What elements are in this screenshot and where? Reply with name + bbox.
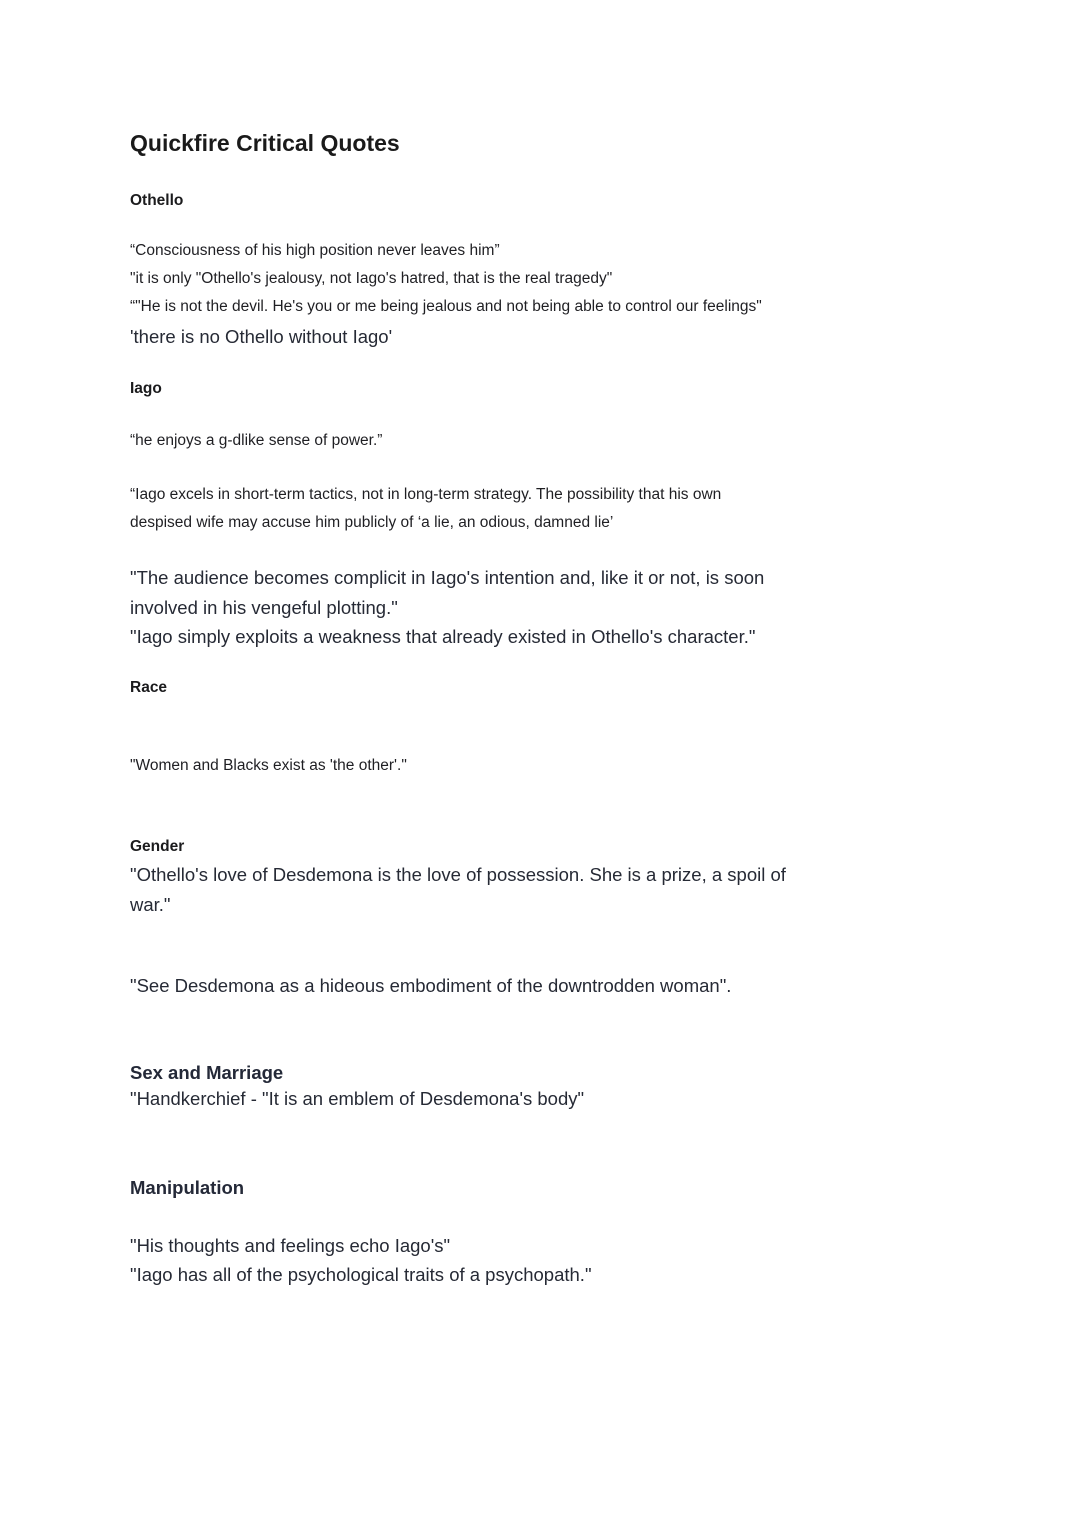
othello-quote-line-1: “Consciousness of his high position never leaves him” — [130, 242, 500, 259]
section-heading-manipulation: Manipulation — [130, 1177, 245, 1198]
page-title: Quickfire Critical Quotes — [130, 130, 400, 156]
section-heading-sex-and-marriage: Sex and Marriage — [130, 1062, 284, 1083]
iago-quote-line-2: “Iago excels in short-term tactics, not in long-term strategy. The possibility that his own — [130, 486, 722, 503]
manipulation-quote-line-1: "His thoughts and feelings echo Iago's" — [130, 1235, 451, 1256]
sex-marriage-quote-line-1: "Handkerchief - "It is an emblem of Desdemona's body" — [130, 1088, 585, 1109]
iago-quote-line-3: despised wife may accuse him publicly of ‘a lie, an odious, damned lie’ — [130, 514, 614, 531]
othello-quote-line-3: “"He is not the devil. He's you or me being jealous and not being able to control our feelings" — [130, 298, 762, 315]
gender-quote-line-3: "See Desdemona as a hideous embodiment of the downtrodden woman". — [130, 975, 732, 996]
section-heading-iago: Iago — [130, 380, 162, 397]
othello-quote-line-4: 'there is no Othello without Iago' — [130, 326, 393, 347]
iago-quote-line-4: "The audience becomes complicit in Iago's intention and, like it or not, is soon — [130, 567, 765, 588]
gender-quote-line-1: "Othello's love of Desdemona is the love of possession. She is a prize, a spoil of — [130, 864, 786, 885]
iago-quote-line-5: involved in his vengeful plotting." — [130, 597, 398, 618]
othello-quote-line-2: "it is only "Othello's jealousy, not Iago's hatred, that is the real tragedy" — [130, 270, 613, 287]
iago-quote-line-1: “he enjoys a g-dlike sense of power.” — [130, 432, 383, 449]
iago-quote-line-6: "Iago simply exploits a weakness that already existed in Othello's character." — [130, 626, 756, 647]
section-heading-othello: Othello — [130, 192, 184, 209]
section-heading-race: Race — [130, 679, 168, 696]
manipulation-quote-line-2: "Iago has all of the psychological traits of a psychopath." — [130, 1264, 592, 1285]
gender-quote-line-2: war." — [130, 894, 171, 915]
section-heading-gender: Gender — [130, 838, 185, 855]
race-quote-line-1: "Women and Blacks exist as 'the other'." — [130, 757, 407, 774]
